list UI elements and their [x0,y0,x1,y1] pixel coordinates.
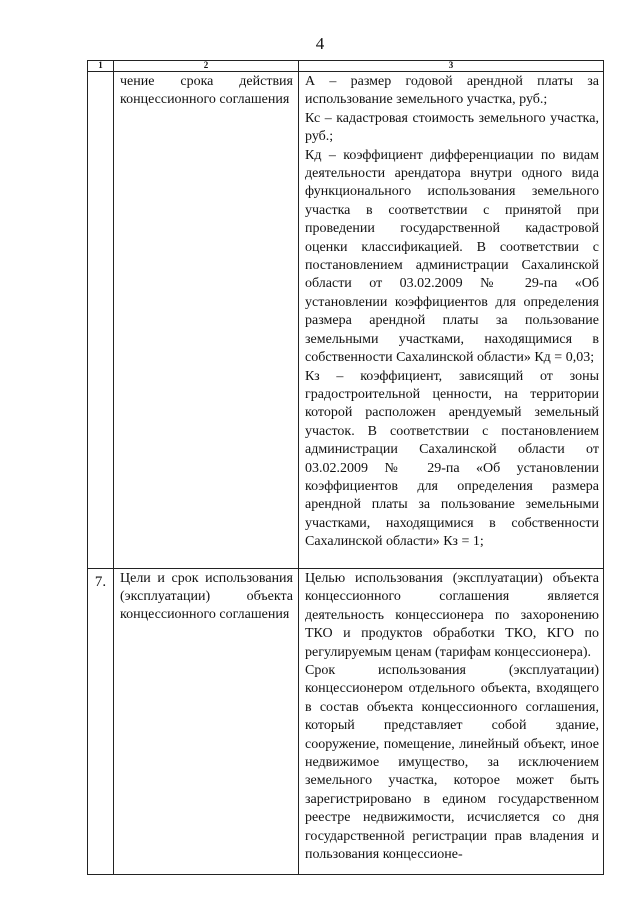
paragraph: Кд – коэффициент дифференциации по видам деятельности арендатора внутри одного вида функционального использования земельного участка в соответствии с принятой при проведении государственной кадастровой оценки классификацией. В соответствии с постановлением администрации Сахалинской области от 03.02.2009 № 29-па «Об установлении коэффициентов для определения размера арендной платы за пользование земельными участками, находящимися в собственности Сахалинской области» Кд = 0,03; [305,147,599,366]
row-content [299,569,604,875]
document-table [87,60,604,875]
row-number [88,72,114,569]
row-title: Цели и срок использования (эксплуатации) объекта концессионного соглашения [114,569,299,875]
column-header-3: 3 [299,61,604,72]
paragraph: Кс – кадастровая стоимость земельного участка, руб.; [305,110,599,145]
table-row [88,569,604,875]
paragraph: А – размер годовой арендной платы за использование земельного участка, руб.; [305,74,599,108]
column-header-2: 2 [114,61,299,72]
row-number: 7. [88,569,114,875]
table-header-row [88,61,604,72]
page-number: 4 [315,34,325,53]
column-header-1: 1 [88,61,114,72]
row-title: чение срока действия концессионного соглашения [114,72,299,569]
table-row [88,72,604,569]
paragraph: Целью использования (эксплуатации) объекта концессионного соглашения является деятельность концессионера по захоронению ТКО и продуктов обработки ТКО, КГО по регулируемым ценам (тарифам концессионера). [305,571,599,660]
paragraph: Кз – коэффициент, зависящий от зоны градостроительной ценности, на территории которой расположен арендуемый земельный участок. В соответствии с постановлением администрации Сахалинской области от 03.02.2009 № 29-па «Об установлении коэффициентов для определения размера арендной платы за пользование земельными участками, находящимися в собственности Сахалинской области» Кз = 1; [305,368,599,550]
paragraph: Срок использования (эксплуатации) концессионером отдельного объекта, входящего в состав объекта концессионного соглашения, который представляет собой здание, сооружение, помещение, линейный объект, иное недвижимое имущество, за исключением земельного участка, которое может быть зарегистрировано в едином государственном реестре недвижимости, исчисляется со дня государственной регистрации прав владения и пользования концессионе- [305,663,599,863]
row-content [299,72,604,569]
